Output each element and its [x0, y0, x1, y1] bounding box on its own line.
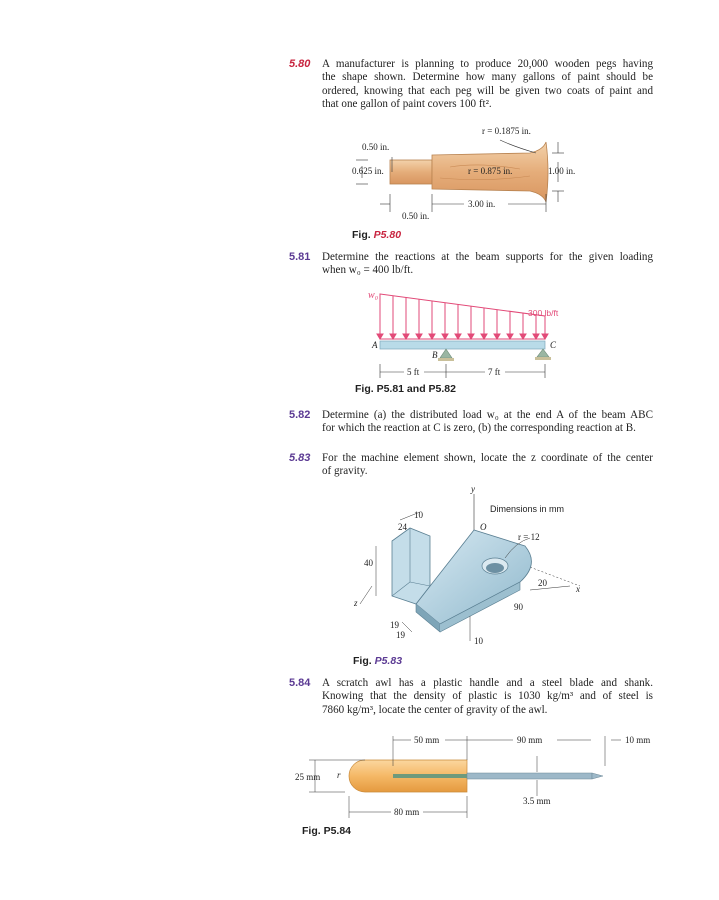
label-90mm: 90 mm [517, 735, 543, 745]
problem-text [322, 677, 653, 717]
problem-number: 5.80 [289, 58, 311, 70]
label-a: A [372, 340, 378, 350]
label-o: O [480, 522, 487, 532]
caption-prefix: Fig. [352, 229, 371, 241]
problem-5-80 [289, 58, 653, 112]
problem-line: of gravity. [322, 465, 368, 478]
blade [467, 773, 592, 779]
label-24: 24 [398, 522, 407, 532]
problem-line: when w₀ = 400 lb/ft. [322, 264, 414, 277]
label-20: 20 [538, 578, 547, 588]
problem-text [322, 58, 653, 112]
problem-text [322, 251, 653, 278]
figure-caption-p581: Fig. P5.81 and P5.82 [355, 383, 456, 395]
caption-number: P5.83 [374, 655, 403, 667]
problem-line: Determine (a) the distributed load w₀ at the end A of the beam ABC [322, 409, 653, 421]
label-10mm: 10 mm [625, 735, 651, 745]
label-dimensions: Dimensions in mm [490, 504, 565, 514]
label-r0875: r = 0.875 in. [468, 166, 513, 176]
figure-machine-element [340, 486, 600, 648]
upright-block [392, 528, 430, 604]
figure-caption-p583 [353, 655, 402, 667]
label-050-bot: 0.50 in. [402, 211, 430, 221]
load-arrows [377, 294, 548, 339]
label-b: B [432, 350, 438, 360]
label-90: 90 [514, 602, 523, 612]
load-outline [380, 294, 545, 339]
label-80mm: 80 mm [394, 807, 420, 817]
figure-beam [360, 286, 590, 386]
figure-wooden-peg [340, 122, 600, 222]
problem-line: Determine the reactions at the beam supports for the given loading [322, 251, 653, 263]
problem-5-83 [289, 452, 653, 479]
problem-5-82 [289, 409, 653, 436]
label-19a: 19 [390, 620, 399, 630]
label-r-tip: r = 0.1875 in. [482, 126, 531, 136]
problem-line: For the machine element shown, locate the z coordinate of the center [322, 452, 653, 464]
problem-line: for which the reaction at C is zero, (b) the corresponding reaction at B. [322, 422, 636, 435]
problem-text [322, 409, 653, 436]
label-y: y [471, 486, 475, 494]
problem-line: ordered, knowing that each peg will be given two coats of paint and [322, 84, 653, 97]
label-x: x [576, 584, 580, 594]
label-z: z [354, 598, 358, 608]
figure-caption-p580 [352, 229, 401, 241]
label-35mm: 3.5 mm [523, 796, 551, 806]
label-100: 1.00 in. [548, 166, 576, 176]
problem-number: 5.81 [289, 251, 311, 263]
label-r12: r = 12 [518, 532, 540, 542]
blade-tip [592, 773, 603, 779]
support-c [537, 349, 549, 357]
label-w0: w₀ [368, 290, 379, 301]
problem-number: 5.82 [289, 409, 311, 421]
label-40: 40 [364, 558, 373, 568]
label-10-bot: 10 [474, 636, 483, 646]
problem-text [322, 452, 653, 479]
label-c: C [550, 340, 557, 350]
label-300: 3.00 in. [468, 199, 496, 209]
problem-5-84 [289, 677, 653, 717]
problem-line: that one gallon of paint covers 100 ft². [322, 98, 492, 111]
label-25mm: 25 mm [295, 772, 321, 782]
figure-scratch-awl [295, 726, 695, 821]
problem-line: 7860 kg/m³, locate the center of gravity of the awl. [322, 703, 548, 716]
label-050-top: 0.50 in. [362, 142, 390, 152]
label-0625: 0.625 in. [352, 166, 384, 176]
problem-number: 5.83 [289, 452, 311, 464]
label-5ft: 5 ft [407, 367, 420, 377]
beam [380, 341, 545, 349]
peg-small-end [390, 160, 432, 184]
caption-prefix: Fig. [353, 655, 372, 667]
label-50mm: 50 mm [414, 735, 440, 745]
label-r: r [337, 770, 341, 780]
label-10-top: 10 [414, 510, 423, 520]
problem-number: 5.84 [289, 677, 311, 689]
problem-line: the shape shown. Determine how many gallons of paint should be [322, 71, 653, 84]
problem-line: Knowing that the density of plastic is 1030 kg/m³ and of steel is [322, 690, 653, 703]
figure-caption-p584: Fig. P5.84 [302, 825, 352, 837]
shank-inside [393, 774, 467, 778]
label-19b: 19 [396, 630, 405, 640]
support-b [440, 349, 452, 358]
label-7ft: 7 ft [488, 367, 501, 377]
caption-number: P5.80 [373, 229, 402, 241]
problem-line: A manufacturer is planning to produce 20,000 wooden pegs having [322, 58, 653, 70]
problem-line: A scratch awl has a plastic handle and a steel blade and shank. [322, 677, 653, 689]
label-300-lb-ft: 300 lb/ft [528, 308, 559, 318]
problem-5-81 [289, 251, 653, 278]
